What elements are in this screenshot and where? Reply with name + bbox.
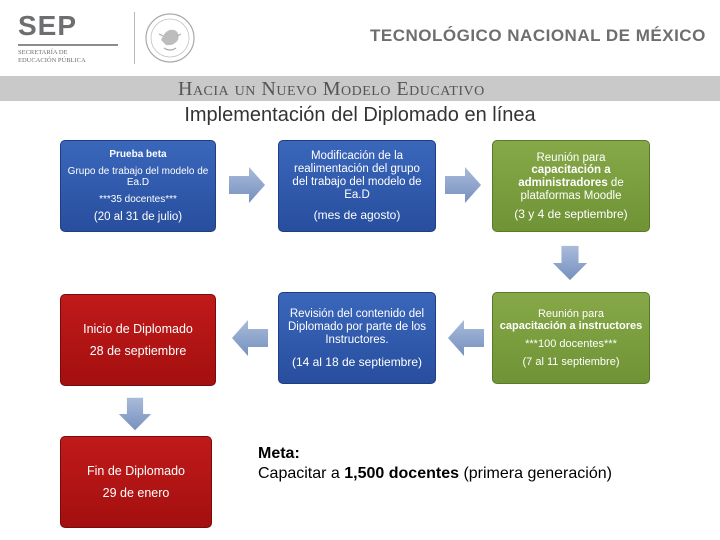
sep-logo-subtitle-1: SECRETARÍA DE xyxy=(18,49,68,56)
reunion-instr-count: ***100 docentes*** xyxy=(525,338,617,350)
reunion-admin-rest: de plataformas Moodle xyxy=(520,176,624,202)
prueba-beta-group: Grupo de trabajo del modelo de Ea.D xyxy=(67,166,209,188)
mexico-seal-icon xyxy=(144,10,196,66)
prueba-beta-dates: (20 al 31 de julio) xyxy=(93,211,183,223)
institution-name: TECNOLÓGICO NACIONAL DE MÉXICO xyxy=(370,26,706,45)
fin-date: 29 de enero xyxy=(102,486,170,500)
slide-title: Implementación del Diplomado en línea xyxy=(184,104,536,126)
step-prueba-beta xyxy=(60,140,216,232)
reunion-admin-dates: (3 y 4 de septiembre) xyxy=(514,206,628,221)
reunion-instr-dates: (7 al 11 septiembre) xyxy=(522,356,620,368)
arrow-right-icon xyxy=(227,165,267,205)
arrow-down-icon xyxy=(550,244,590,282)
reunion-admin-intro: Reunión para xyxy=(536,151,606,164)
step-reunion-instr xyxy=(492,292,650,384)
goal-suffix: (primera generación) xyxy=(459,465,612,482)
arrow-right-icon xyxy=(443,165,483,205)
sep-logo-mark: SEP xyxy=(18,10,78,41)
sep-logo-subtitle-2: EDUCACIÓN PÚBLICA xyxy=(18,57,86,64)
goal-count: 1,500 docentes xyxy=(344,465,459,482)
fin-label: Fin de Diplomado xyxy=(87,464,185,478)
sep-logo xyxy=(18,10,128,70)
goal-body xyxy=(258,464,612,484)
inicio-date: 28 de septiembre xyxy=(89,344,187,358)
slogan-text: Hacia un Nuevo Modelo Educativo xyxy=(178,78,485,100)
step-modificacion xyxy=(278,140,436,232)
header xyxy=(0,0,720,76)
reunion-instr-bold: capacitación a instructores xyxy=(499,320,643,332)
goal-prefix: Capacitar a xyxy=(258,465,345,482)
reunion-admin-body xyxy=(499,164,643,203)
arrow-left-icon xyxy=(230,318,270,358)
sep-logo-divider xyxy=(18,44,118,46)
prueba-beta-heading: Prueba beta xyxy=(109,149,167,160)
reunion-instr-intro: Reunión para xyxy=(537,308,605,320)
step-fin xyxy=(60,436,212,528)
modificacion-dates: (mes de agosto) xyxy=(313,208,401,222)
modificacion-text: Modificación de la realimentación del grupo del trabajo del modelo de Ea.D xyxy=(292,150,422,201)
revision-text: Revisión del contenido del Diplomado por parte de los Instructores. xyxy=(287,307,427,346)
step-reunion-admin xyxy=(492,140,650,232)
reunion-admin-bold: capacitación a administradores xyxy=(518,163,611,189)
goal-text xyxy=(258,444,612,484)
goal-label: Meta: xyxy=(258,445,300,462)
arrow-down-icon xyxy=(115,396,155,432)
prueba-beta-count: ***35 docentes*** xyxy=(99,194,177,205)
step-inicio xyxy=(60,294,216,386)
step-revision xyxy=(278,292,436,384)
arrow-left-icon xyxy=(446,318,486,358)
header-divider xyxy=(134,12,135,64)
revision-dates: (14 al 18 de septiembre) xyxy=(291,354,423,369)
inicio-label: Inicio de Diplomado xyxy=(83,322,193,336)
